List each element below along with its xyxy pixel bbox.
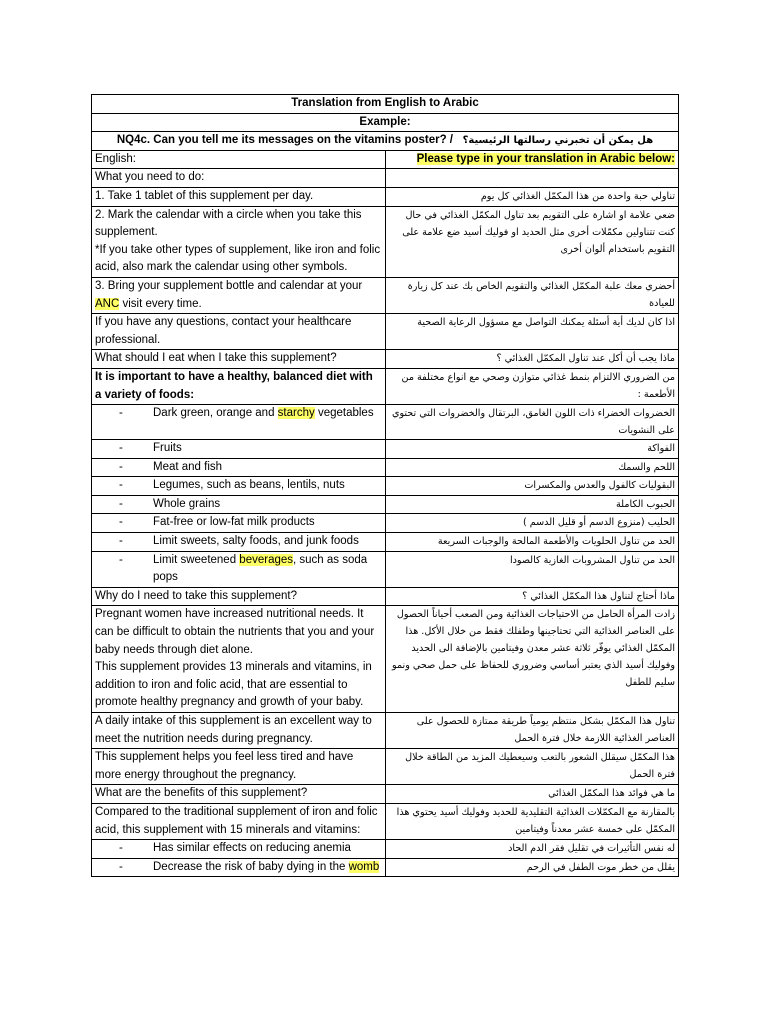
arabic-cell[interactable]: البقوليات كالفول والعدس والمكسرات [385,477,679,496]
english-cell [92,458,386,477]
table-row [92,440,679,459]
translation-rows [92,169,679,877]
document-title: Translation from English to Arabic [92,95,679,114]
highlighted-term: ANC [95,297,120,310]
arabic-cell[interactable]: الحليب (منزوع الدسم أو قليل الدسم ) [385,514,679,533]
table-row [92,803,679,839]
table-row [92,840,679,859]
arabic-cell[interactable]: الخضروات الخضراء ذات اللون الغامق، البرتقال والخضروات التي تحتوي على النشويات [385,405,679,440]
table-row [92,551,679,587]
bullet-text [153,514,382,532]
bullet-text [153,859,382,877]
arabic-cell[interactable]: اللحم والسمك [385,458,679,477]
table-row [92,858,679,877]
english-cell [92,713,386,749]
english-cell [92,785,386,804]
table-row [92,495,679,514]
english-column-header: English: [92,150,386,169]
english-cell [92,187,386,206]
table-row [92,350,679,369]
table-row [92,587,679,606]
table-row [92,206,679,277]
arabic-cell[interactable]: هذا المكمّل سيقلل الشعور بالتعب وسيعطيك المزيد من الطاقة خلال فترة الحمل [385,749,679,785]
english-text: Whole grains [153,497,221,510]
english-text: What are the benefits of this supplement? [95,787,308,800]
bullet-dash: - [119,497,123,510]
english-cell [92,840,386,859]
table-row [92,606,679,713]
arabic-cell[interactable]: ماذا يجب أن أكل عند تناول المكمّل الغذائي ؟ [385,350,679,369]
arabic-cell[interactable]: من الضروري الالتزام بنمط غذائي متوازن وصحي مع انواع مختلفة من الأطعمة : [385,368,679,404]
table-row [92,458,679,477]
bullet-text [153,533,382,551]
table-row [92,314,679,350]
english-text: Fruits [153,442,182,455]
table-row [92,187,679,206]
english-cell [92,858,386,877]
english-paragraph: This supplement provides 13 minerals and vitamins, in addition to iron and folic acid, that are essential to promote healthy pregnancy and growth of your baby. [95,661,372,709]
arabic-cell[interactable]: اذا كان لديك أية أسئلة يمكنك التواصل مع مسؤول الرعاية الصحية [385,314,679,350]
bullet-dash: - [119,442,123,455]
english-cell [92,606,386,713]
table-row [92,477,679,496]
example-question-en: NQ4c. Can you tell me its messages on the vitamins poster? / [116,134,453,147]
bullet-text [153,405,382,423]
arabic-cell[interactable]: يقلل من خطر موت الطفل في الرحم [385,858,679,877]
arabic-cell[interactable]: الحد من تناول الحلويات والأطعمة المالحة والوجبات السريعة [385,533,679,552]
english-cell [92,169,386,188]
english-text: 3. Bring your supplement bottle and calendar at your [95,279,363,292]
arabic-cell[interactable]: تناول هذا المكمّل بشكل منتظم يومياً طريقة ممتازة للحصول على العناصر الغذائية اللازمة خلال فترة الحمل [385,713,679,749]
english-paragraph: *If you take other types of supplement, like iron and folic acid, also mark the calendar using other symbols. [95,243,381,274]
table-row [92,405,679,440]
english-text: If you have any questions, contact your healthcare professional. [95,316,352,346]
english-cell [92,314,386,350]
arabic-cell[interactable]: أحضري معك علبة المكمّل الغذائي والتقويم الخاص بك عند كل زيارة للعيادة [385,277,679,313]
translation-document [91,94,679,877]
arabic-cell[interactable]: بالمقارنة مع المكمّلات الغذائية التقليدية للحديد وفوليك أسيد يحتوي هذا المكمّل على خمسة عشر معدناً وفيتامين [385,803,679,839]
english-text: , such as soda pops [153,553,368,584]
column-header-row [92,150,679,169]
arabic-column-header: Please type in your translation in Arabic below: [416,152,675,165]
english-cell [92,440,386,459]
bullet-dash: - [119,535,123,548]
english-text: This supplement helps you feel less tired and have more energy throughout the pregnancy. [95,751,354,781]
english-text: visit every time. [119,297,202,310]
title-row [92,95,679,114]
english-cell [92,277,386,313]
english-cell [92,368,386,404]
arabic-cell[interactable]: له نفس التأثيرات في تقليل فقر الدم الحاد [385,840,679,859]
bullet-dash: - [119,860,123,873]
english-text: Has similar effects on reducing anemia [153,842,351,855]
table-row [92,749,679,785]
english-text: What you need to do: [95,171,205,184]
arabic-cell[interactable] [385,169,679,188]
english-text: A daily intake of this supplement is an excellent way to meet the nutrition needs during pregnancy. [95,715,372,745]
bullet-text [153,496,382,514]
english-cell [92,206,386,277]
arabic-cell[interactable]: الحبوب الكاملة [385,495,679,514]
english-cell [92,477,386,496]
english-cell [92,551,386,587]
example-label: Example: [92,113,679,132]
arabic-cell[interactable]: زادت المرأة الحامل من الاحتياجات الغذائية ومن الصعب أحياناً الحصول على العناصر الغذائية التي تحتاجينها وطفلك فقط من خلال الأكل. هذا المكمّل الغذائي يوفّر ثلاثة عشر معدن وفيتامين بالإضافة الى الحديد وفوليك أسيد الذي يعتبر أساسي وضروري للحفاظ على حمل صحي ونمو سليم للطفل [385,606,679,713]
english-cell [92,495,386,514]
english-paragraph: 2. Mark the calendar with a circle when you take this supplement. [95,208,362,239]
english-text: Limit sweetened [153,553,240,566]
example-label-row [92,113,679,132]
english-cell [92,749,386,785]
english-text: Fat-free or low-fat milk products [153,516,315,529]
english-text: Compared to the traditional supplement of iron and folic acid, this supplement with 15 minerals and vitamins: [95,805,378,836]
highlighted-term: beverages [239,553,294,566]
bullet-dash: - [119,479,123,492]
table-row [92,277,679,313]
english-cell [92,350,386,369]
english-text: 1. Take 1 tablet of this supplement per day. [95,189,314,202]
english-cell [92,514,386,533]
english-cell [92,405,386,440]
bullet-text [153,477,382,495]
bullet-text [153,552,382,587]
english-paragraph: Pregnant women have increased nutritional needs. It can be difficult to obtain the nutrients that you and your baby needs through diet alone. [95,608,375,656]
arabic-cell[interactable]: الفواكة [385,440,679,459]
english-cell [92,587,386,606]
arabic-cell[interactable]: تناولي حبة واحدة من هذا المكمّل الغذائي كل يوم [385,187,679,206]
english-text: It is important to have a healthy, balanced diet with a variety of foods: [95,370,373,401]
english-text: Why do I need to take this supplement? [95,589,298,602]
english-text: Legumes, such as beans, lentils, nuts [153,479,345,492]
english-cell [92,533,386,552]
english-text: Dark green, orange and [153,407,278,420]
bullet-dash: - [119,460,123,473]
bullet-text [153,440,382,458]
bullet-text [153,840,382,858]
english-text: Meat and fish [153,460,223,473]
english-cell [92,803,386,839]
table-row [92,169,679,188]
table-row [92,368,679,404]
table-row [92,713,679,749]
english-text: What should I eat when I take this supplement? [95,352,337,365]
table-row [92,533,679,552]
english-text: vegetables [314,407,374,420]
highlighted-term: starchy [277,407,315,420]
bullet-dash: - [119,407,123,420]
bullet-dash: - [119,842,123,855]
bullet-text [153,459,382,477]
english-text: Decrease the risk of baby dying in the [153,860,349,873]
highlighted-term: womb [348,860,380,873]
table-row [92,785,679,804]
bullet-dash: - [119,516,123,529]
arabic-cell[interactable]: ما هي فوائد هذا المكمّل الغذائي [385,785,679,804]
example-question-row [92,132,679,151]
example-question-ar: هل يمكن أن تخبرني رسالتها الرئيسية؟ [462,135,654,147]
arabic-cell[interactable]: الحد من تناول المشروبات الغازية كالصودا [385,551,679,587]
table-row [92,514,679,533]
arabic-cell[interactable]: ماذا أحتاج لتناول هذا المكمّل الغذائي ؟ [385,587,679,606]
bullet-dash: - [119,553,123,566]
english-text: Limit sweets, salty foods, and junk foods [153,535,359,548]
arabic-cell[interactable]: ضعي علامة او اشارة على التقويم بعد تناول المكمّل الغذائي في حال كنت تتناولين مكمّلات أخرى مثل الحديد او فوليك أسيد ضع علامة على التقويم باستخدام ألوان أخرى [385,206,679,277]
translation-table [91,94,679,877]
